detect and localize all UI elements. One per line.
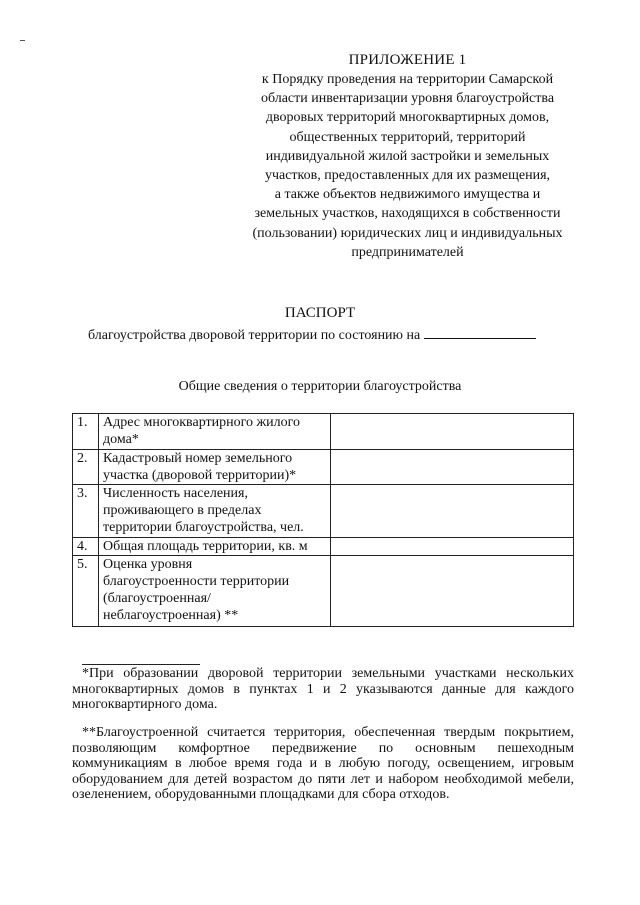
appendix-line: общественных территорий, территорий (289, 129, 526, 145)
appendix-line: участков, предоставленных для их размещения, (264, 168, 551, 184)
appendix-header (225, 50, 590, 262)
row-label-line: Общая площадь территории, кв. м (103, 539, 308, 554)
appendix-line: предпринимателей (351, 244, 464, 260)
appendix-line: земельных участков, находящихся в собственности (254, 206, 561, 222)
row-label-line: неблагоустроенная) ** (103, 608, 239, 623)
table-row (73, 538, 574, 556)
appendix-line: а также объектов недвижимого имущества и (274, 187, 541, 203)
row-label-line: Кадастровый номер земельного (103, 451, 293, 466)
margin-mark (20, 40, 25, 41)
row-label-line: дома* (103, 432, 139, 447)
row-number: 2. (73, 450, 99, 485)
section-title: Общие сведения о территории благоустройства (178, 379, 462, 394)
row-label (99, 485, 331, 538)
row-label-line: участка (дворовой территории)* (103, 468, 297, 483)
row-value-cell[interactable] (331, 414, 574, 450)
row-label-line: Адрес многоквартирного жилого (103, 415, 301, 430)
info-table (72, 413, 574, 627)
table-row (73, 485, 574, 538)
row-label-line: территории благоустройства, чел. (103, 520, 304, 535)
appendix-line: к Порядку проведения на территории Самарской (261, 72, 554, 87)
row-label (99, 450, 331, 485)
table-row (73, 414, 574, 450)
row-number: 4. (73, 538, 99, 556)
row-value-cell[interactable] (331, 556, 574, 627)
footnote-2: **Благоустроенной считается территория, обеспеченная твердым покрытием, позволяющим комфортное передвижение по основным пешеходным коммуникациям в любое время года и в любую погоду, освещением, игровым оборудованием для детей возрастом до пяти лет и набором необходимой мебели, озеленением, оборудованными площадками для сбора отходов. (72, 725, 574, 802)
row-number: 5. (73, 556, 99, 627)
row-number: 1. (73, 414, 99, 450)
appendix-line: дворовых территорий многоквартирных домов, (265, 110, 550, 126)
appendix-title: ПРИЛОЖЕНИЕ 1 (348, 52, 467, 68)
row-label (99, 538, 331, 556)
appendix-line: индивидуальной жилой застройки и земельных (265, 148, 550, 164)
passport-subtitle-text: благоустройства дворовой территории по состоянию на (88, 328, 421, 343)
row-label-line: проживающего в пределах (103, 503, 262, 518)
footnote-separator (82, 664, 200, 665)
row-label-line: (благоустроенная/ (103, 591, 211, 606)
passport-title: ПАСПОРТ (284, 305, 356, 321)
table-row (73, 556, 574, 627)
row-number: 3. (73, 485, 99, 538)
row-value-cell[interactable] (331, 485, 574, 538)
passport-subtitle (88, 324, 536, 346)
row-label (99, 556, 331, 627)
date-blank-field[interactable] (424, 324, 536, 339)
row-value-cell[interactable] (331, 450, 574, 485)
row-label-line: благоустроенности территории (103, 574, 290, 589)
row-label-line: Численность населения, (103, 486, 248, 501)
row-value-cell[interactable] (331, 538, 574, 556)
appendix-line: области инвентаризации уровня благоустройства (260, 91, 555, 107)
row-label (99, 414, 331, 450)
appendix-line: (пользовании) юридических лиц и индивидуальных (252, 225, 563, 241)
row-label-line: Оценка уровня (103, 557, 193, 572)
footnote-1: *При образовании дворовой территории земельными участками нескольких многоквартирных домов в пунктах 1 и 2 указываются данные для каждого многоквартирного дома. (72, 666, 574, 712)
table-row (73, 450, 574, 485)
